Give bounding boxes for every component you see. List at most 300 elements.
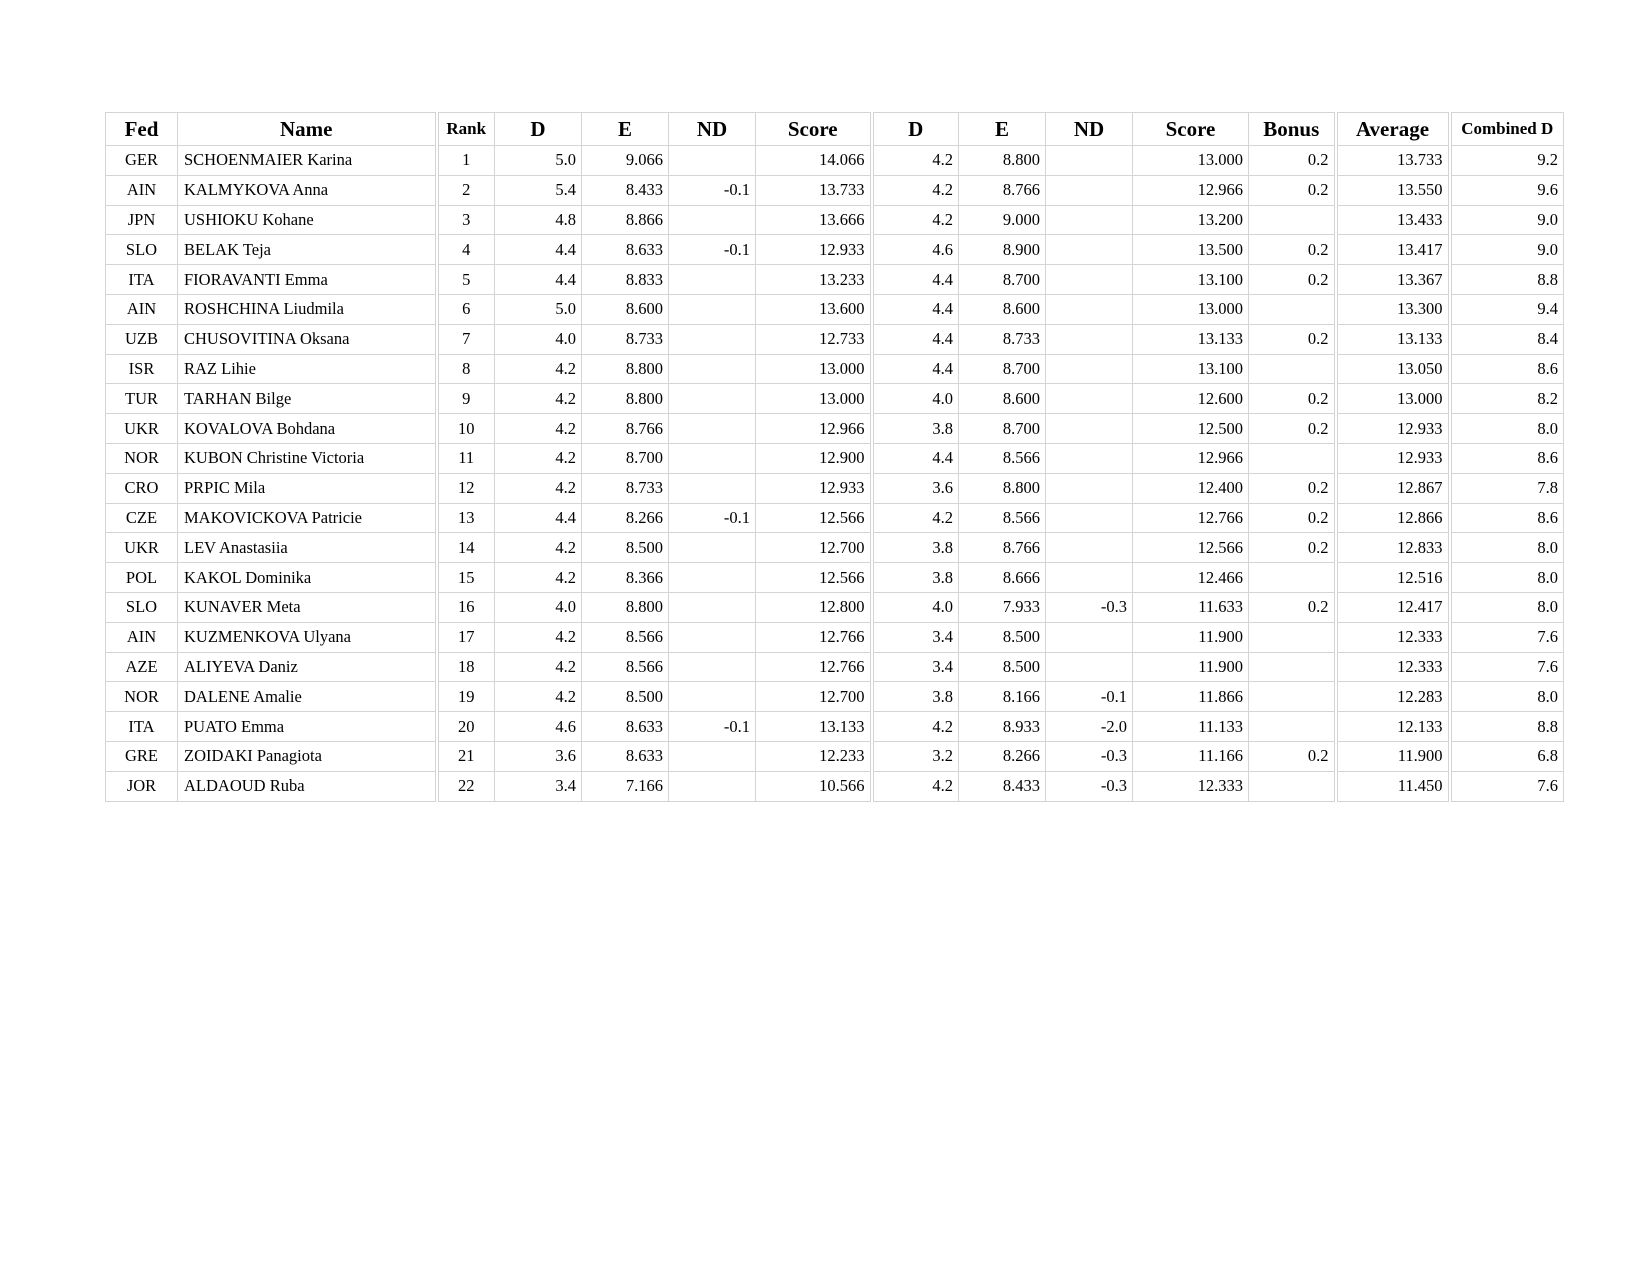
cell-combined-d: 9.4 bbox=[1450, 294, 1564, 324]
cell-score2: 11.166 bbox=[1133, 741, 1249, 771]
cell-e1: 8.266 bbox=[582, 503, 669, 533]
cell-score1: 13.600 bbox=[756, 294, 872, 324]
cell-e2: 8.766 bbox=[959, 533, 1046, 563]
cell-name: RAZ Lihie bbox=[178, 354, 437, 384]
cell-rank: 17 bbox=[437, 622, 495, 652]
cell-name: BELAK Teja bbox=[178, 235, 437, 265]
cell-name: TARHAN Bilge bbox=[178, 384, 437, 414]
cell-average: 12.333 bbox=[1336, 622, 1450, 652]
cell-e2: 8.700 bbox=[959, 414, 1046, 444]
cell-e2: 8.900 bbox=[959, 235, 1046, 265]
cell-d2: 3.4 bbox=[872, 622, 959, 652]
cell-score1: 12.800 bbox=[756, 592, 872, 622]
cell-combined-d: 8.6 bbox=[1450, 443, 1564, 473]
cell-d1: 4.2 bbox=[495, 354, 582, 384]
cell-score1: 12.766 bbox=[756, 652, 872, 682]
cell-d2: 4.2 bbox=[872, 771, 959, 801]
cell-score2: 11.866 bbox=[1133, 682, 1249, 712]
cell-average: 12.333 bbox=[1336, 652, 1450, 682]
cell-rank: 21 bbox=[437, 741, 495, 771]
cell-e1: 8.800 bbox=[582, 384, 669, 414]
cell-rank: 18 bbox=[437, 652, 495, 682]
cell-average: 12.417 bbox=[1336, 592, 1450, 622]
cell-e1: 7.166 bbox=[582, 771, 669, 801]
cell-d2: 3.8 bbox=[872, 563, 959, 593]
cell-combined-d: 8.0 bbox=[1450, 563, 1564, 593]
cell-e1: 8.700 bbox=[582, 443, 669, 473]
cell-bonus bbox=[1249, 443, 1336, 473]
cell-name: FIORAVANTI Emma bbox=[178, 265, 437, 295]
cell-name: PUATO Emma bbox=[178, 712, 437, 742]
cell-score1: 13.133 bbox=[756, 712, 872, 742]
cell-e2: 8.766 bbox=[959, 175, 1046, 205]
cell-e1: 8.800 bbox=[582, 592, 669, 622]
cell-fed: UKR bbox=[106, 414, 178, 444]
cell-score1: 12.766 bbox=[756, 622, 872, 652]
cell-fed: ISR bbox=[106, 354, 178, 384]
cell-d2: 4.4 bbox=[872, 443, 959, 473]
col-header-nd1: ND bbox=[669, 113, 756, 146]
table-row bbox=[106, 146, 1564, 176]
table-row bbox=[106, 265, 1564, 295]
cell-score2: 13.000 bbox=[1133, 146, 1249, 176]
cell-e2: 8.166 bbox=[959, 682, 1046, 712]
cell-rank: 20 bbox=[437, 712, 495, 742]
cell-score2: 12.766 bbox=[1133, 503, 1249, 533]
cell-fed: AZE bbox=[106, 652, 178, 682]
cell-nd1 bbox=[669, 294, 756, 324]
cell-e1: 8.566 bbox=[582, 652, 669, 682]
table-row bbox=[106, 741, 1564, 771]
cell-score2: 11.900 bbox=[1133, 652, 1249, 682]
cell-e2: 8.700 bbox=[959, 354, 1046, 384]
cell-name: KUBON Christine Victoria bbox=[178, 443, 437, 473]
cell-score1: 13.233 bbox=[756, 265, 872, 295]
cell-average: 11.450 bbox=[1336, 771, 1450, 801]
cell-nd2 bbox=[1046, 354, 1133, 384]
cell-bonus bbox=[1249, 622, 1336, 652]
table-row bbox=[106, 235, 1564, 265]
cell-score2: 13.200 bbox=[1133, 205, 1249, 235]
cell-nd2 bbox=[1046, 235, 1133, 265]
cell-score1: 12.566 bbox=[756, 503, 872, 533]
cell-d2: 4.2 bbox=[872, 175, 959, 205]
cell-nd2 bbox=[1046, 294, 1133, 324]
cell-nd2 bbox=[1046, 443, 1133, 473]
cell-d1: 4.2 bbox=[495, 652, 582, 682]
cell-d2: 4.2 bbox=[872, 146, 959, 176]
table-row bbox=[106, 563, 1564, 593]
cell-combined-d: 8.0 bbox=[1450, 533, 1564, 563]
cell-score1: 13.000 bbox=[756, 354, 872, 384]
cell-d1: 4.4 bbox=[495, 235, 582, 265]
cell-average: 13.133 bbox=[1336, 324, 1450, 354]
cell-score1: 12.900 bbox=[756, 443, 872, 473]
cell-e2: 8.666 bbox=[959, 563, 1046, 593]
cell-bonus bbox=[1249, 712, 1336, 742]
cell-nd1 bbox=[669, 205, 756, 235]
cell-nd2: -0.3 bbox=[1046, 771, 1133, 801]
cell-bonus bbox=[1249, 205, 1336, 235]
table-row bbox=[106, 503, 1564, 533]
cell-bonus bbox=[1249, 294, 1336, 324]
cell-combined-d: 8.2 bbox=[1450, 384, 1564, 414]
cell-score2: 12.466 bbox=[1133, 563, 1249, 593]
cell-name: MAKOVICKOVA Patricie bbox=[178, 503, 437, 533]
cell-score1: 14.066 bbox=[756, 146, 872, 176]
cell-bonus: 0.2 bbox=[1249, 533, 1336, 563]
cell-rank: 14 bbox=[437, 533, 495, 563]
cell-average: 12.933 bbox=[1336, 443, 1450, 473]
cell-combined-d: 7.6 bbox=[1450, 771, 1564, 801]
col-header-nd2: ND bbox=[1046, 113, 1133, 146]
cell-combined-d: 8.8 bbox=[1450, 265, 1564, 295]
table-row bbox=[106, 175, 1564, 205]
cell-fed: CZE bbox=[106, 503, 178, 533]
cell-rank: 1 bbox=[437, 146, 495, 176]
cell-fed: AIN bbox=[106, 175, 178, 205]
cell-score2: 12.966 bbox=[1133, 175, 1249, 205]
table-row bbox=[106, 682, 1564, 712]
cell-average: 11.900 bbox=[1336, 741, 1450, 771]
cell-score2: 12.600 bbox=[1133, 384, 1249, 414]
cell-fed: GER bbox=[106, 146, 178, 176]
cell-name: SCHOENMAIER Karina bbox=[178, 146, 437, 176]
cell-combined-d: 9.0 bbox=[1450, 205, 1564, 235]
cell-nd2: -0.3 bbox=[1046, 592, 1133, 622]
table-row bbox=[106, 354, 1564, 384]
col-header-e1: E bbox=[582, 113, 669, 146]
cell-bonus: 0.2 bbox=[1249, 324, 1336, 354]
cell-d2: 3.8 bbox=[872, 682, 959, 712]
cell-d2: 4.2 bbox=[872, 503, 959, 533]
cell-e1: 8.366 bbox=[582, 563, 669, 593]
cell-nd1 bbox=[669, 533, 756, 563]
cell-nd2 bbox=[1046, 146, 1133, 176]
cell-rank: 10 bbox=[437, 414, 495, 444]
cell-fed: SLO bbox=[106, 235, 178, 265]
col-header-d1: D bbox=[495, 113, 582, 146]
cell-score2: 12.333 bbox=[1133, 771, 1249, 801]
cell-d2: 4.4 bbox=[872, 324, 959, 354]
cell-rank: 15 bbox=[437, 563, 495, 593]
cell-fed: ITA bbox=[106, 712, 178, 742]
cell-e2: 8.800 bbox=[959, 146, 1046, 176]
cell-bonus: 0.2 bbox=[1249, 384, 1336, 414]
cell-bonus: 0.2 bbox=[1249, 741, 1336, 771]
cell-nd2: -2.0 bbox=[1046, 712, 1133, 742]
cell-e1: 8.566 bbox=[582, 622, 669, 652]
cell-e1: 8.800 bbox=[582, 354, 669, 384]
cell-name: LEV Anastasiia bbox=[178, 533, 437, 563]
cell-nd2 bbox=[1046, 414, 1133, 444]
col-header-bonus: Bonus bbox=[1249, 113, 1336, 146]
cell-d1: 4.2 bbox=[495, 533, 582, 563]
cell-fed: GRE bbox=[106, 741, 178, 771]
cell-name: PRPIC Mila bbox=[178, 473, 437, 503]
cell-score2: 13.500 bbox=[1133, 235, 1249, 265]
cell-rank: 7 bbox=[437, 324, 495, 354]
cell-nd1 bbox=[669, 354, 756, 384]
cell-e1: 8.433 bbox=[582, 175, 669, 205]
cell-d1: 4.0 bbox=[495, 592, 582, 622]
cell-name: USHIOKU Kohane bbox=[178, 205, 437, 235]
cell-d1: 4.4 bbox=[495, 265, 582, 295]
cell-nd1 bbox=[669, 741, 756, 771]
cell-bonus: 0.2 bbox=[1249, 175, 1336, 205]
cell-combined-d: 7.6 bbox=[1450, 622, 1564, 652]
cell-d1: 5.0 bbox=[495, 294, 582, 324]
cell-score2: 13.100 bbox=[1133, 354, 1249, 384]
cell-nd1 bbox=[669, 682, 756, 712]
cell-score2: 12.566 bbox=[1133, 533, 1249, 563]
cell-name: CHUSOVITINA Oksana bbox=[178, 324, 437, 354]
cell-e2: 8.500 bbox=[959, 622, 1046, 652]
cell-nd2: -0.1 bbox=[1046, 682, 1133, 712]
table-row bbox=[106, 414, 1564, 444]
cell-e2: 8.566 bbox=[959, 503, 1046, 533]
cell-e1: 8.500 bbox=[582, 533, 669, 563]
cell-d2: 4.6 bbox=[872, 235, 959, 265]
cell-d2: 4.4 bbox=[872, 294, 959, 324]
cell-average: 13.300 bbox=[1336, 294, 1450, 324]
cell-fed: SLO bbox=[106, 592, 178, 622]
cell-rank: 6 bbox=[437, 294, 495, 324]
cell-name: ALIYEVA Daniz bbox=[178, 652, 437, 682]
cell-nd1 bbox=[669, 473, 756, 503]
cell-bonus bbox=[1249, 354, 1336, 384]
cell-d1: 4.2 bbox=[495, 443, 582, 473]
cell-nd2 bbox=[1046, 473, 1133, 503]
cell-bonus bbox=[1249, 563, 1336, 593]
cell-d1: 5.4 bbox=[495, 175, 582, 205]
cell-d1: 4.0 bbox=[495, 324, 582, 354]
cell-combined-d: 8.6 bbox=[1450, 354, 1564, 384]
cell-rank: 13 bbox=[437, 503, 495, 533]
cell-rank: 12 bbox=[437, 473, 495, 503]
cell-nd2 bbox=[1046, 175, 1133, 205]
cell-rank: 19 bbox=[437, 682, 495, 712]
cell-nd1 bbox=[669, 622, 756, 652]
cell-name: ALDAOUD Ruba bbox=[178, 771, 437, 801]
cell-name: KUZMENKOVA Ulyana bbox=[178, 622, 437, 652]
cell-bonus: 0.2 bbox=[1249, 473, 1336, 503]
cell-nd2 bbox=[1046, 503, 1133, 533]
cell-e2: 8.500 bbox=[959, 652, 1046, 682]
cell-name: KAKOL Dominika bbox=[178, 563, 437, 593]
table-row bbox=[106, 294, 1564, 324]
cell-nd1 bbox=[669, 771, 756, 801]
cell-score2: 13.000 bbox=[1133, 294, 1249, 324]
cell-rank: 2 bbox=[437, 175, 495, 205]
cell-score2: 13.100 bbox=[1133, 265, 1249, 295]
cell-rank: 4 bbox=[437, 235, 495, 265]
cell-d2: 4.0 bbox=[872, 384, 959, 414]
cell-e2: 7.933 bbox=[959, 592, 1046, 622]
cell-fed: UKR bbox=[106, 533, 178, 563]
cell-score1: 12.966 bbox=[756, 414, 872, 444]
cell-nd1 bbox=[669, 443, 756, 473]
cell-score2: 11.133 bbox=[1133, 712, 1249, 742]
cell-e1: 9.066 bbox=[582, 146, 669, 176]
cell-d1: 4.8 bbox=[495, 205, 582, 235]
table-row bbox=[106, 622, 1564, 652]
cell-score2: 11.633 bbox=[1133, 592, 1249, 622]
cell-average: 13.050 bbox=[1336, 354, 1450, 384]
cell-average: 13.367 bbox=[1336, 265, 1450, 295]
cell-combined-d: 8.0 bbox=[1450, 592, 1564, 622]
cell-name: ZOIDAKI Panagiota bbox=[178, 741, 437, 771]
cell-bonus bbox=[1249, 771, 1336, 801]
cell-d1: 3.6 bbox=[495, 741, 582, 771]
cell-e1: 8.600 bbox=[582, 294, 669, 324]
cell-e2: 8.266 bbox=[959, 741, 1046, 771]
cell-e1: 8.500 bbox=[582, 682, 669, 712]
cell-combined-d: 8.8 bbox=[1450, 712, 1564, 742]
cell-average: 12.866 bbox=[1336, 503, 1450, 533]
cell-nd2 bbox=[1046, 563, 1133, 593]
cell-score1: 12.566 bbox=[756, 563, 872, 593]
cell-combined-d: 9.0 bbox=[1450, 235, 1564, 265]
cell-d1: 4.4 bbox=[495, 503, 582, 533]
cell-rank: 11 bbox=[437, 443, 495, 473]
table-row bbox=[106, 473, 1564, 503]
cell-rank: 22 bbox=[437, 771, 495, 801]
cell-nd1 bbox=[669, 384, 756, 414]
cell-nd2 bbox=[1046, 533, 1133, 563]
cell-e1: 8.633 bbox=[582, 235, 669, 265]
cell-nd1 bbox=[669, 265, 756, 295]
cell-d1: 3.4 bbox=[495, 771, 582, 801]
cell-combined-d: 8.0 bbox=[1450, 682, 1564, 712]
cell-d2: 4.4 bbox=[872, 354, 959, 384]
cell-nd1: -0.1 bbox=[669, 235, 756, 265]
cell-d1: 4.2 bbox=[495, 414, 582, 444]
table-row bbox=[106, 384, 1564, 414]
col-header-score2: Score bbox=[1133, 113, 1249, 146]
col-header-rank: Rank bbox=[437, 113, 495, 146]
col-header-fed: Fed bbox=[106, 113, 178, 146]
cell-name: KALMYKOVA Anna bbox=[178, 175, 437, 205]
cell-score1: 12.700 bbox=[756, 682, 872, 712]
cell-e2: 8.933 bbox=[959, 712, 1046, 742]
cell-nd2: -0.3 bbox=[1046, 741, 1133, 771]
cell-fed: AIN bbox=[106, 622, 178, 652]
cell-name: ROSHCHINA Liudmila bbox=[178, 294, 437, 324]
cell-average: 13.550 bbox=[1336, 175, 1450, 205]
cell-d2: 3.2 bbox=[872, 741, 959, 771]
cell-combined-d: 8.4 bbox=[1450, 324, 1564, 354]
cell-nd2 bbox=[1046, 324, 1133, 354]
cell-bonus bbox=[1249, 682, 1336, 712]
cell-nd1 bbox=[669, 324, 756, 354]
cell-d1: 4.2 bbox=[495, 384, 582, 414]
cell-nd2 bbox=[1046, 622, 1133, 652]
cell-bonus: 0.2 bbox=[1249, 414, 1336, 444]
results-body bbox=[106, 146, 1564, 802]
cell-combined-d: 8.0 bbox=[1450, 414, 1564, 444]
cell-nd1: -0.1 bbox=[669, 503, 756, 533]
header-row bbox=[106, 113, 1564, 146]
col-header-combined-d: Combined D bbox=[1450, 113, 1564, 146]
cell-fed: NOR bbox=[106, 443, 178, 473]
cell-nd2 bbox=[1046, 205, 1133, 235]
cell-name: KOVALOVA Bohdana bbox=[178, 414, 437, 444]
cell-combined-d: 6.8 bbox=[1450, 741, 1564, 771]
col-header-average: Average bbox=[1336, 113, 1450, 146]
cell-d2: 4.4 bbox=[872, 265, 959, 295]
cell-average: 13.417 bbox=[1336, 235, 1450, 265]
cell-bonus: 0.2 bbox=[1249, 146, 1336, 176]
cell-d2: 3.6 bbox=[872, 473, 959, 503]
cell-fed: NOR bbox=[106, 682, 178, 712]
cell-average: 12.516 bbox=[1336, 563, 1450, 593]
cell-d2: 4.0 bbox=[872, 592, 959, 622]
cell-rank: 3 bbox=[437, 205, 495, 235]
cell-score1: 13.666 bbox=[756, 205, 872, 235]
cell-e1: 8.733 bbox=[582, 324, 669, 354]
cell-e1: 8.633 bbox=[582, 712, 669, 742]
cell-rank: 8 bbox=[437, 354, 495, 384]
cell-combined-d: 7.8 bbox=[1450, 473, 1564, 503]
cell-d1: 5.0 bbox=[495, 146, 582, 176]
cell-name: DALENE Amalie bbox=[178, 682, 437, 712]
cell-rank: 5 bbox=[437, 265, 495, 295]
table-row bbox=[106, 771, 1564, 801]
cell-d1: 4.6 bbox=[495, 712, 582, 742]
cell-combined-d: 9.6 bbox=[1450, 175, 1564, 205]
cell-fed: UZB bbox=[106, 324, 178, 354]
cell-score1: 10.566 bbox=[756, 771, 872, 801]
cell-e1: 8.733 bbox=[582, 473, 669, 503]
cell-fed: TUR bbox=[106, 384, 178, 414]
cell-nd1 bbox=[669, 592, 756, 622]
cell-e2: 8.600 bbox=[959, 384, 1046, 414]
cell-average: 12.833 bbox=[1336, 533, 1450, 563]
col-header-score1: Score bbox=[756, 113, 872, 146]
table-row bbox=[106, 533, 1564, 563]
cell-nd2 bbox=[1046, 384, 1133, 414]
cell-nd1: -0.1 bbox=[669, 712, 756, 742]
table-row bbox=[106, 324, 1564, 354]
table-row bbox=[106, 652, 1564, 682]
cell-nd1 bbox=[669, 563, 756, 593]
cell-bonus bbox=[1249, 652, 1336, 682]
col-header-e2: E bbox=[959, 113, 1046, 146]
cell-average: 12.933 bbox=[1336, 414, 1450, 444]
cell-score1: 13.000 bbox=[756, 384, 872, 414]
cell-score1: 12.700 bbox=[756, 533, 872, 563]
cell-bonus: 0.2 bbox=[1249, 503, 1336, 533]
cell-d2: 3.8 bbox=[872, 414, 959, 444]
cell-nd2 bbox=[1046, 652, 1133, 682]
cell-score1: 12.733 bbox=[756, 324, 872, 354]
cell-fed: JPN bbox=[106, 205, 178, 235]
cell-d1: 4.2 bbox=[495, 622, 582, 652]
cell-score1: 12.933 bbox=[756, 473, 872, 503]
cell-average: 13.733 bbox=[1336, 146, 1450, 176]
cell-average: 12.867 bbox=[1336, 473, 1450, 503]
cell-e2: 8.800 bbox=[959, 473, 1046, 503]
cell-average: 12.283 bbox=[1336, 682, 1450, 712]
cell-score1: 13.733 bbox=[756, 175, 872, 205]
cell-score2: 13.133 bbox=[1133, 324, 1249, 354]
cell-e2: 8.600 bbox=[959, 294, 1046, 324]
cell-fed: AIN bbox=[106, 294, 178, 324]
cell-d2: 4.2 bbox=[872, 205, 959, 235]
cell-e2: 8.700 bbox=[959, 265, 1046, 295]
cell-fed: ITA bbox=[106, 265, 178, 295]
